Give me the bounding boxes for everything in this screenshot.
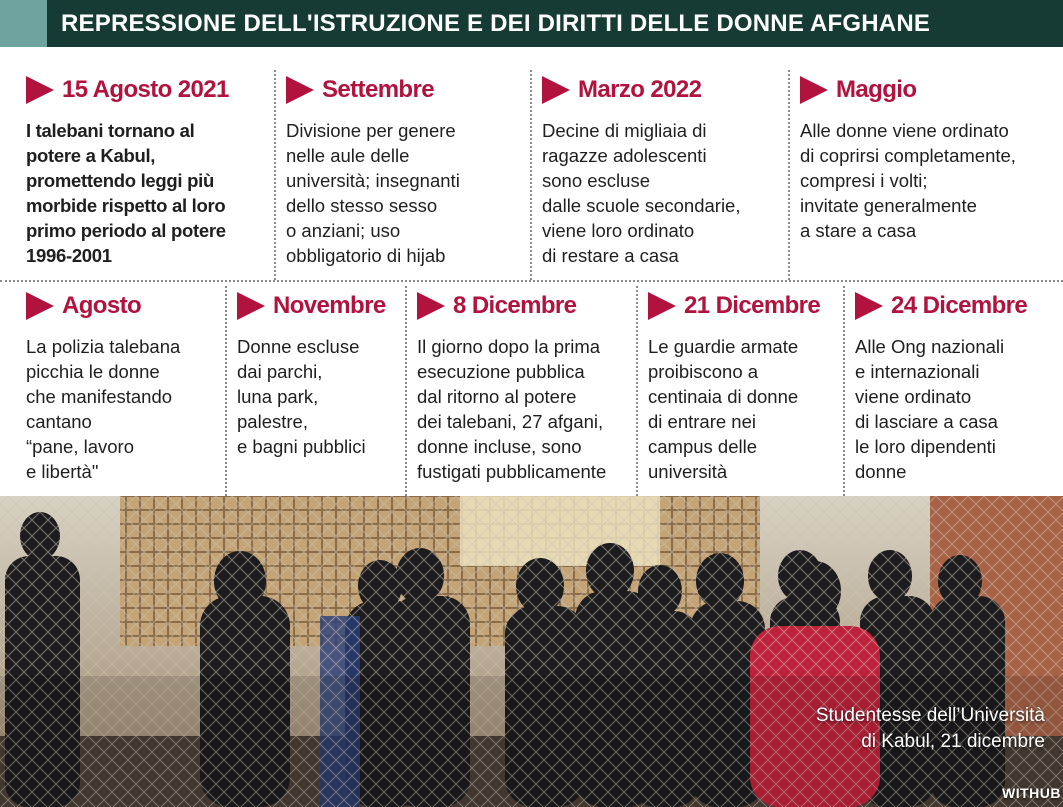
entry-date <box>417 288 635 324</box>
entry-text: La polizia talebana picchia le donne che manifestando cantano “pane, lavoro e libertà" <box>26 336 181 482</box>
header-accent-block <box>0 0 47 47</box>
photo-caption: Studentesse dell’Università di Kabul, 21 dicembre <box>815 705 1045 752</box>
timeline-entry <box>405 286 635 496</box>
entry-date <box>855 288 1063 324</box>
entry-text: Decine di migliaia di ragazze adolescenti sono escluse dalle scuole secondarie, viene loro ordinato di restare a casa <box>542 120 741 266</box>
date-label: 15 Agosto 2021 <box>62 76 229 103</box>
play-triangle-icon <box>648 292 676 320</box>
timeline-entry <box>225 286 405 496</box>
entry-text: Donne escluse dai parchi, luna park, palestre, e bagni pubblici <box>237 336 366 457</box>
timeline-entry <box>16 70 272 280</box>
play-triangle-icon <box>542 76 570 104</box>
page-title: REPRESSIONE DELL'ISTRUZIONE E DEI DIRITTI DELLE DONNE AFGHANE <box>61 9 931 37</box>
date-label: Novembre <box>273 292 386 319</box>
entry-text: Alle Ong nazionali e internazionali viene ordinato di lasciare a casa le loro dipendenti donne <box>855 336 1005 482</box>
entry-date <box>286 72 530 108</box>
news-photo <box>0 496 1063 807</box>
entry-text: Divisione per genere nelle aule delle università; insegnanti dello stesso sesso o anziani; uso obbligatorio di hijab <box>286 120 460 266</box>
entry-date <box>26 72 272 108</box>
entry-date <box>648 288 842 324</box>
entry-date <box>237 288 405 324</box>
header-bar <box>47 0 1063 47</box>
play-triangle-icon <box>855 292 883 320</box>
play-triangle-icon <box>286 76 314 104</box>
timeline-entry <box>788 70 1063 280</box>
timeline-entry <box>274 70 530 280</box>
entry-text: I talebani tornano al potere a Kabul, promettendo leggi più morbide rispetto al loro primo periodo al potere 1996-2001 <box>26 120 226 266</box>
timeline-row-2 <box>0 286 1063 496</box>
timeline-entry <box>636 286 842 496</box>
header <box>0 0 1063 47</box>
entry-text: Alle donne viene ordinato di coprirsi completamente, compresi i volti; invitate generalmente a stare a casa <box>800 120 1016 241</box>
timeline-entry <box>16 286 220 496</box>
entry-text: Le guardie armate proibiscono a centinaia di donne di entrare nei campus delle università <box>648 336 799 482</box>
date-label: Settembre <box>322 76 434 103</box>
timeline-entry <box>530 70 788 280</box>
play-triangle-icon <box>26 292 54 320</box>
photo-illustration <box>0 496 1063 807</box>
play-triangle-icon <box>800 76 828 104</box>
entry-date <box>26 288 220 324</box>
date-label: Agosto <box>62 292 142 319</box>
date-label: 8 Dicembre <box>453 292 577 319</box>
photo-credit: WITHUB <box>1002 785 1061 801</box>
entry-date <box>542 72 788 108</box>
play-triangle-icon <box>237 292 265 320</box>
timeline-row-1 <box>0 70 1063 282</box>
date-label: 24 Dicembre <box>891 292 1028 319</box>
entry-text: Il giorno dopo la prima esecuzione pubblica dal ritorno al potere dei talebani, 27 afgani, donne incluse, sono fustigati pubblicamente <box>417 336 607 482</box>
timeline-entry <box>843 286 1063 496</box>
date-label: 21 Dicembre <box>684 292 821 319</box>
date-label: Maggio <box>836 76 917 103</box>
play-triangle-icon <box>26 76 54 104</box>
date-label: Marzo 2022 <box>578 76 702 103</box>
entry-date <box>800 72 1063 108</box>
play-triangle-icon <box>417 292 445 320</box>
